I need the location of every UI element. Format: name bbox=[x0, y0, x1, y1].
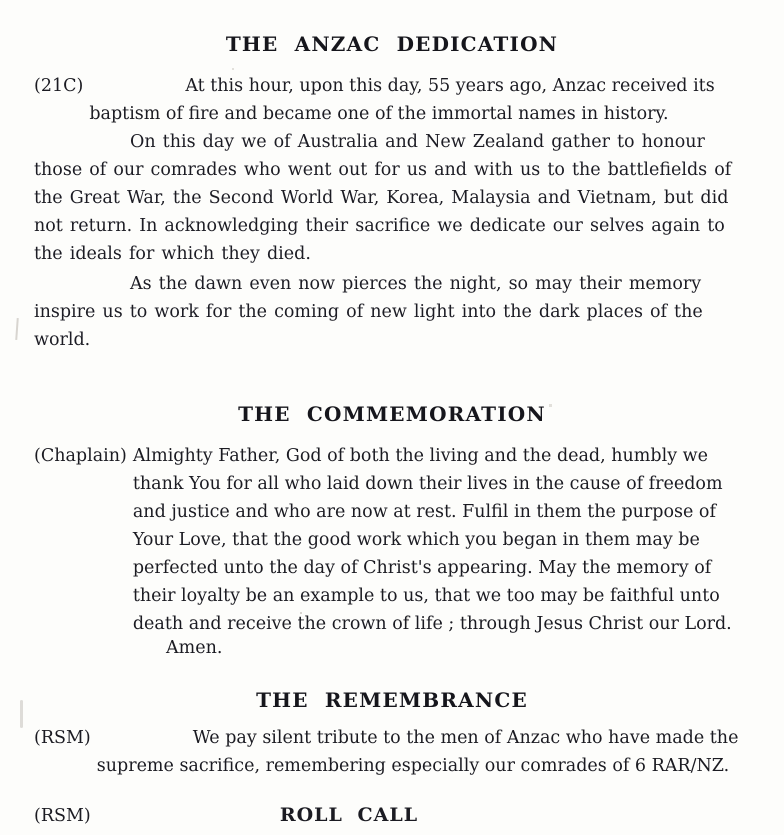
speaker-label-rsm: (RSM) bbox=[34, 806, 91, 826]
section-heading-commemoration: THE COMMEMORATION bbox=[238, 402, 546, 426]
paragraph-text: We pay silent tribute to the men of Anzac who have made the supreme sacrifice, remembering especially our comrades of 6 RAR/NZ. bbox=[96, 728, 739, 776]
speaker-label-21c: (21C) bbox=[34, 76, 84, 96]
paragraph-text: Almighty Father, God of both the living and the dead, humbly we thank You for all who laid down their lives in the cause of freedom and justice and who are now at rest. Fulfil in them the purpose of Your Love, that the good work which you began in them may be perfected unto the day of Christ's appearing. May the memory of their loyalty be an example to us, that we too may be faithful unto death and receive the crown of life ; through Jesus Christ our Lord. bbox=[132, 446, 732, 634]
section-anzac-dedication bbox=[34, 32, 750, 354]
paragraph-dedication-1 bbox=[34, 72, 750, 128]
scan-artifact bbox=[15, 318, 19, 340]
roll-call-line bbox=[34, 802, 750, 830]
section-remembrance bbox=[34, 688, 750, 780]
roll-call-heading: ROLL CALL bbox=[279, 804, 419, 826]
paragraph-remembrance-1 bbox=[34, 724, 750, 780]
response-amen: Amen. bbox=[166, 638, 223, 658]
speaker-label-rsm: (RSM) bbox=[34, 728, 91, 748]
paragraph-dedication-3: As the dawn even now pierces the night, so may their memory inspire us to work for the coming of new light into the dark places of the world. bbox=[34, 274, 703, 350]
paragraph-commemoration-1 bbox=[34, 442, 750, 638]
document-body bbox=[34, 20, 750, 834]
paragraph-text: At this hour, upon this day, 55 years ago, Anzac received its baptism of fire and became one of the immortal names in history. bbox=[89, 76, 715, 124]
section-heading-remembrance: THE REMEMBRANCE bbox=[256, 688, 528, 712]
section-roll-call bbox=[34, 802, 750, 830]
scan-artifact bbox=[20, 700, 23, 728]
paragraph-dedication-2: On this day we of Australia and New Zealand gather to honour those of our comrades who went out for us and with us to the battlefields of the Great War, the Second World War, Korea, Malaysia and Vietnam, but did not return. In acknowledging their sacrifice we dedicate our selves again to the ideals for which they died. bbox=[34, 132, 732, 264]
response-line bbox=[34, 638, 750, 658]
speaker-label-chaplain: (Chaplain) bbox=[34, 446, 127, 466]
section-heading-dedication: THE ANZAC DEDICATION bbox=[225, 32, 559, 56]
section-commemoration bbox=[34, 402, 750, 658]
